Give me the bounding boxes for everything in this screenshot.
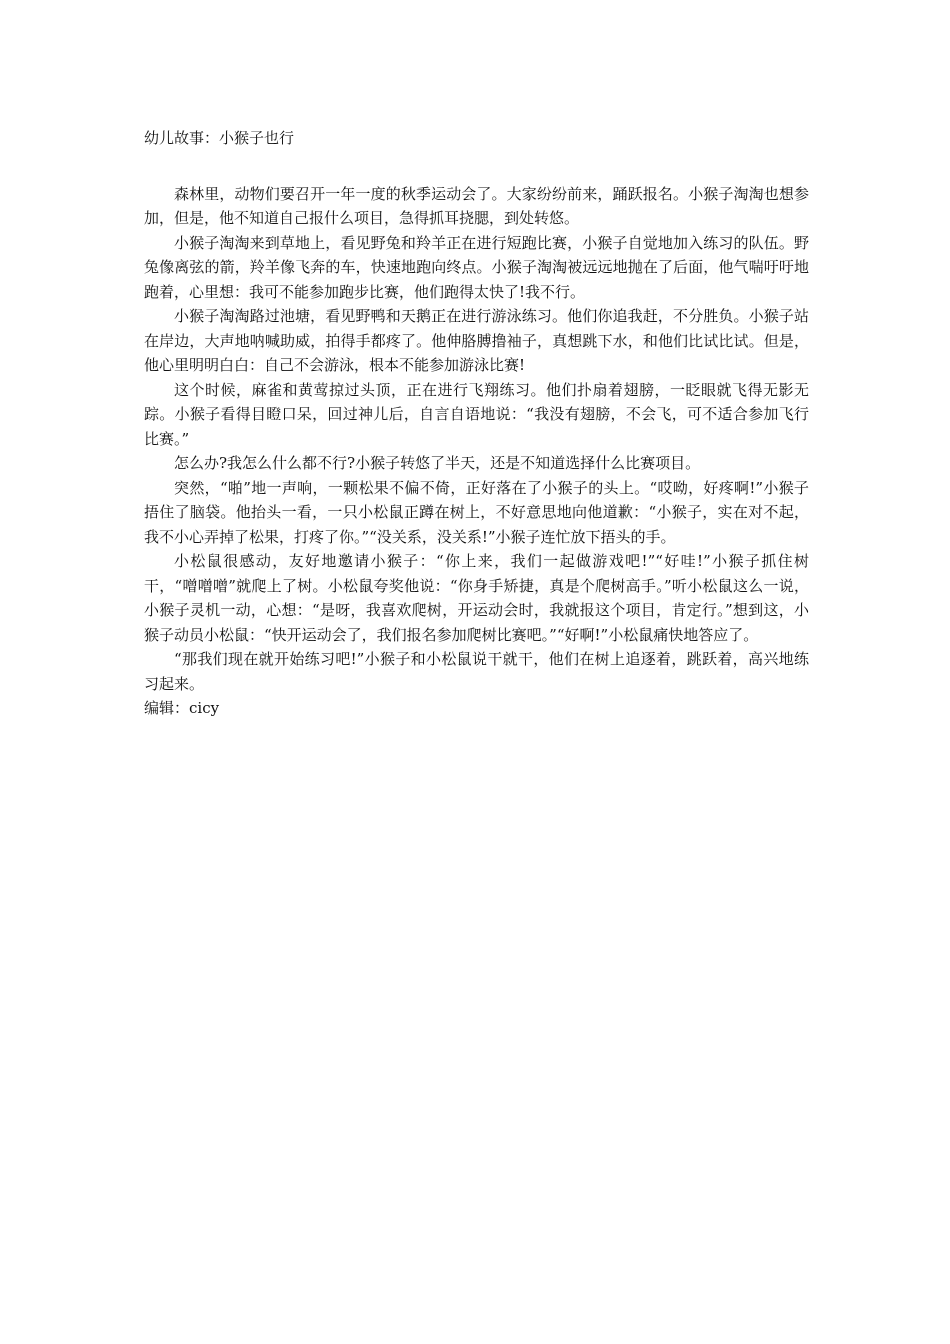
paragraph-2: 小猴子淘淘来到草地上，看见野兔和羚羊正在进行短跑比赛，小猴子自觉地加入练习的队伍。野兔像离弦的箭，羚羊像飞奔的车，快速地跑向终点。小猴子淘淘被远远地抛在了后面，他气喘吁吁地跑着，心里想：我可不能参加跑步比赛，他们跑得太快了!我不行。 [144,233,809,301]
paragraph-4: 这个时候，麻雀和黄莺掠过头顶，正在进行飞翔练习。他们扑扇着翅膀，一眨眼就飞得无影无踪。小猴子看得目瞪口呆，回过神儿后，自言自语地说：“我没有翅膀，不会飞，可不适合参加飞行比赛。” [144,380,809,448]
paragraph-5: 怎么办?我怎么什么都不行?小猴子转悠了半天，还是不知道选择什么比赛项目。 [174,454,701,472]
document-body [144,126,809,721]
paragraph-3: 小猴子淘淘路过池塘，看见野鸭和天鹅正在进行游泳练习。他们你追我赶，不分胜负。小猴子站在岸边，大声地呐喊助威，拍得手都疼了。他伸胳膊撸袖子，真想跳下水，和他们比试比试。但是，他心里明明白白：自己不会游泳，根本不能参加游泳比赛! [144,307,809,374]
editor-credit: 编辑：cicy [144,699,220,717]
paragraph-6: 突然，“啪”地一声响，一颗松果不偏不倚，正好落在了小猴子的头上。“哎呦，好疼啊!”小猴子捂住了脑袋。他抬头一看，一只小松鼠正蹲在树上，不好意思地向他道歉：“小猴子，实在对不起，我不小心弄掉了松果，打疼了你。”“没关系，没关系!”小猴子连忙放下捂头的手。 [144,478,809,546]
title-spacer [144,151,809,182]
document-title: 幼儿故事：小猴子也行 [144,129,295,147]
paragraph-8: “那我们现在就开始练习吧!”小猴子和小松鼠说干就干，他们在树上追逐着，跳跃着，高兴地练习起来。 [144,650,809,693]
paragraph-1: 森林里，动物们要召开一年一度的秋季运动会了。大家纷纷前来，踊跃报名。小猴子淘淘也想参加，但是，他不知道自己报什么项目，急得抓耳挠腮，到处转悠。 [144,184,809,227]
paragraph-7: 小松鼠很感动，友好地邀请小猴子：“你上来，我们一起做游戏吧!”“好哇!”小猴子抓住树干，“噌噌噌”就爬上了树。小松鼠夸奖他说：“你身手矫捷，真是个爬树高手。”听小松鼠这么一说，小猴子灵机一动，心想：“是呀，我喜欢爬树，开运动会时，我就报这个项目，肯定行。”想到这，小猴子动员小松鼠：“快开运动会了，我们报名参加爬树比赛吧。”“好啊!”小松鼠痛快地答应了。 [144,552,809,644]
